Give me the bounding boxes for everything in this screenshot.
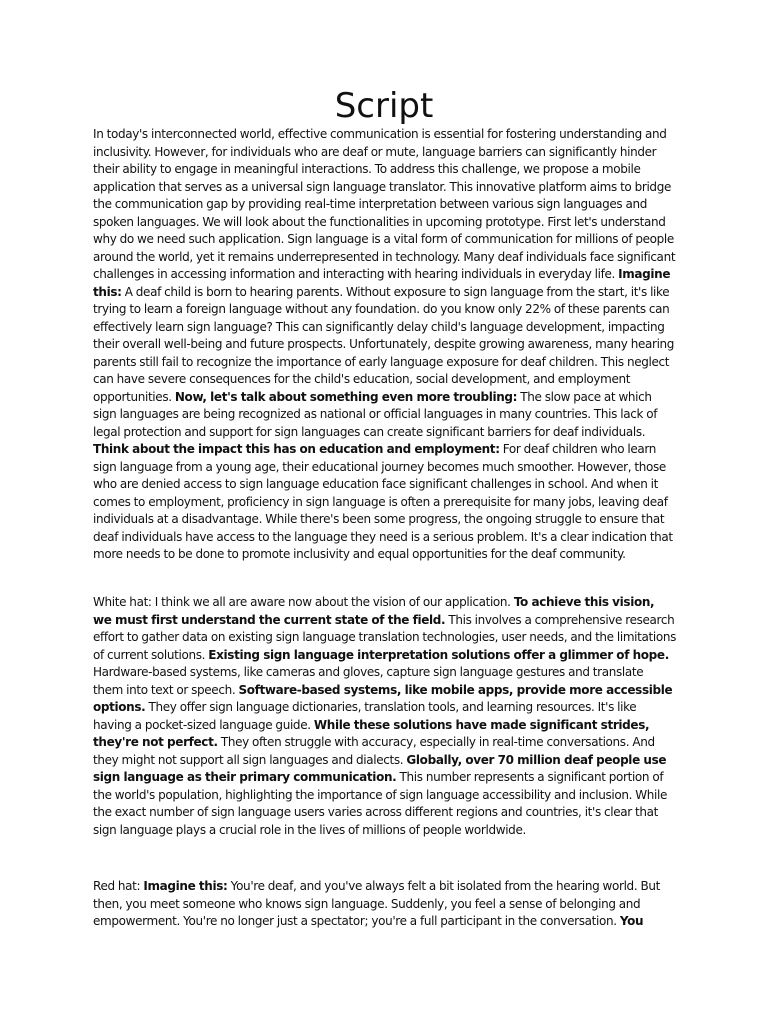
text-run: The slow pace at which sign languages are being recognized as national or official languages in many countries. This lack of legal protection and support for sign languages can create significant barriers for deaf individuals.: [93, 389, 658, 439]
bold-phrase: Globally, over 70 million deaf people use sign language as their primary communication.: [93, 752, 667, 784]
text-run: In today's interconnected world, effective communication is essential for fostering understanding and inclusivity. However, for individuals who are deaf or mute, language barriers can significantly hinder their ability to engage in meaningful interactions. To address this challenge, we propose a mobile application that serves as a universal sign language translator. This innovative platform aims to bridge the communication gap by providing real-time interpretation between various sign languages and spoken languages. We will look about the functionalities in upcoming prototype. First let's understand why do we need such application. Sign language is a vital form of communication for millions of people around the world, yet it remains underrepresented in technology. Many deaf individuals face significant challenges in accessing information and interacting with hearing individuals in everyday life.: [93, 127, 676, 281]
paragraph-red-hat: [93, 878, 676, 931]
text-run: Red hat:: [93, 879, 144, 893]
paragraph-intro: [93, 126, 676, 564]
paragraph-white-hat: [93, 594, 676, 839]
bold-phrase: Now, let's talk about something even more troubling:: [174, 389, 518, 404]
text-run: A deaf child is born to hearing parents. Without exposure to sign language from the start, it's like trying to learn a foreign language without any foundation. do you know only 22% of these parents can effectively learn sign language? This can significantly delay child's language development, impacting their overall well-being and future prospects. Unfortunately, despite growing awareness, many hearing parents still fail to recognize the importance of early language exposure for deaf children. This neglect can have severe consequences for the child's education, social development, and employment opportunities.: [93, 284, 675, 404]
text-run: This involves a comprehensive research effort to gather data on existing sign language translation technologies, user needs, and the limitations of current solutions.: [93, 612, 677, 662]
bold-phrase: Imagine this:: [143, 879, 228, 893]
text-run: This number represents a significant portion of the world's population, highlighting the importance of sign language accessibility and inclusion. While the exact number of sign language users varies across different regions and countries, it's clear that sign language plays a crucial role in the lives of millions of people worldwide.: [93, 770, 668, 837]
bold-phrase: Imagine this:: [93, 267, 671, 299]
bold-phrase: Think about the impact this has on education and employment:: [93, 442, 500, 456]
text-run: You're deaf, and you've always felt a bit isolated from the hearing world. But then, you meet someone who knows sign language. Suddenly, you feel a sense of belonging and empowerment. You're no longer just a spectator; you're a full participant in the conversation.: [93, 879, 660, 928]
bold-phrase: To achieve this vision, we must first understand the current state of the field.: [93, 595, 655, 627]
bold-phrase: You: [619, 914, 644, 928]
text-run: White hat: I think we all are aware now about the vision of our application.: [93, 595, 514, 609]
bold-phrase: Software-based systems, like mobile apps, provide more accessible options.: [93, 682, 673, 714]
document-title: Script: [334, 86, 434, 126]
text-run: They offer sign language dictionaries, translation tools, and learning resources. It's like having a pocket-sized language guide.: [93, 700, 637, 732]
text-run: For deaf children who learn sign language from a young age, their educational journey becomes much smoother. However, those who are denied access to sign language education face significant challenges in school. And when it comes to employment, proficiency in sign language is often a prerequisite for many jobs, leaving deaf individuals at a disadvantage. While there's been some progress, the ongoing struggle to ensure that deaf individuals have access to the language they need is a serious problem. It's a clear indication that more needs to be done to promote inclusivity and equal opportunities for the deaf community.: [93, 442, 673, 561]
text-run: They often struggle with accuracy, especially in real-time conversations. And they might not support all sign languages and dialects.: [93, 735, 655, 767]
bold-phrase: Existing sign language interpretation solutions offer a glimmer of hope.: [208, 647, 669, 662]
text-run: Hardware-based systems, like cameras and gloves, capture sign language gestures and translate them into text or speech.: [93, 665, 644, 697]
bold-phrase: While these solutions have made significant strides, they're not perfect.: [93, 717, 650, 749]
